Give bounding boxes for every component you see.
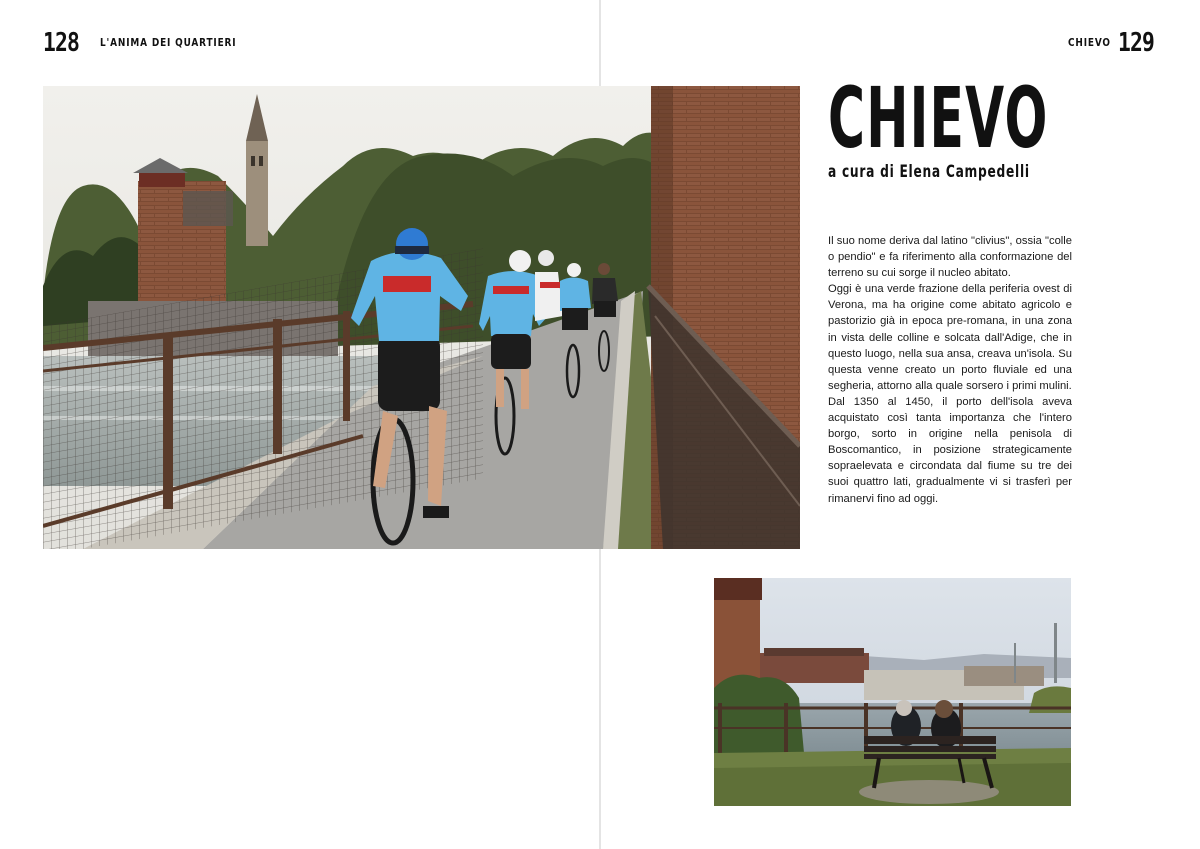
body-paragraph: Dal 1350 al 1450, il porto dell'isola aveva acquistato così tanta importanza che l'intero borgo, sorto in origine nella penisola di Boscomantico, in posizione strategicamente sopraelevata e circondata dal fiume su tre dei suoi quattro lati, gradualmente vi si trasferì per rimanervi fino ad oggi. xyxy=(828,395,1072,505)
cyclists-on-dam-bridge-photo xyxy=(43,86,800,549)
running-head-left: L'ANIMA DEI QUARTIERI xyxy=(100,37,237,49)
running-head-right: CHIEVO xyxy=(1068,37,1111,49)
article-body xyxy=(828,233,1072,507)
body-paragraph: Oggi è una verde frazione della periferia ovest di Verona, ma ha origine come abitato agricolo e pastorizio già in epoca pre-romana, in una zona in vista delle colline e solcata dall'Adige, che in questo luogo, nella sua ansa, creava un'isola. Su questa venne creato un porto fluviale ed una segheria, attorno alla quale sorsero i primi mulini. xyxy=(828,283,1072,392)
body-paragraph: Il suo nome deriva dal latino "clivius", ossia "colle o pendio" e fa riferimento alla conformazione del terreno su cui sorge il nucleo abitato. xyxy=(828,235,1072,280)
page-number-right: 129 xyxy=(1118,28,1155,58)
article-byline: a cura di Elena Campedelli xyxy=(828,162,1030,182)
article-title: CHIEVO xyxy=(828,69,1049,167)
couple-on-bench-by-river-photo xyxy=(714,578,1071,806)
page-number-left: 128 xyxy=(43,28,80,58)
